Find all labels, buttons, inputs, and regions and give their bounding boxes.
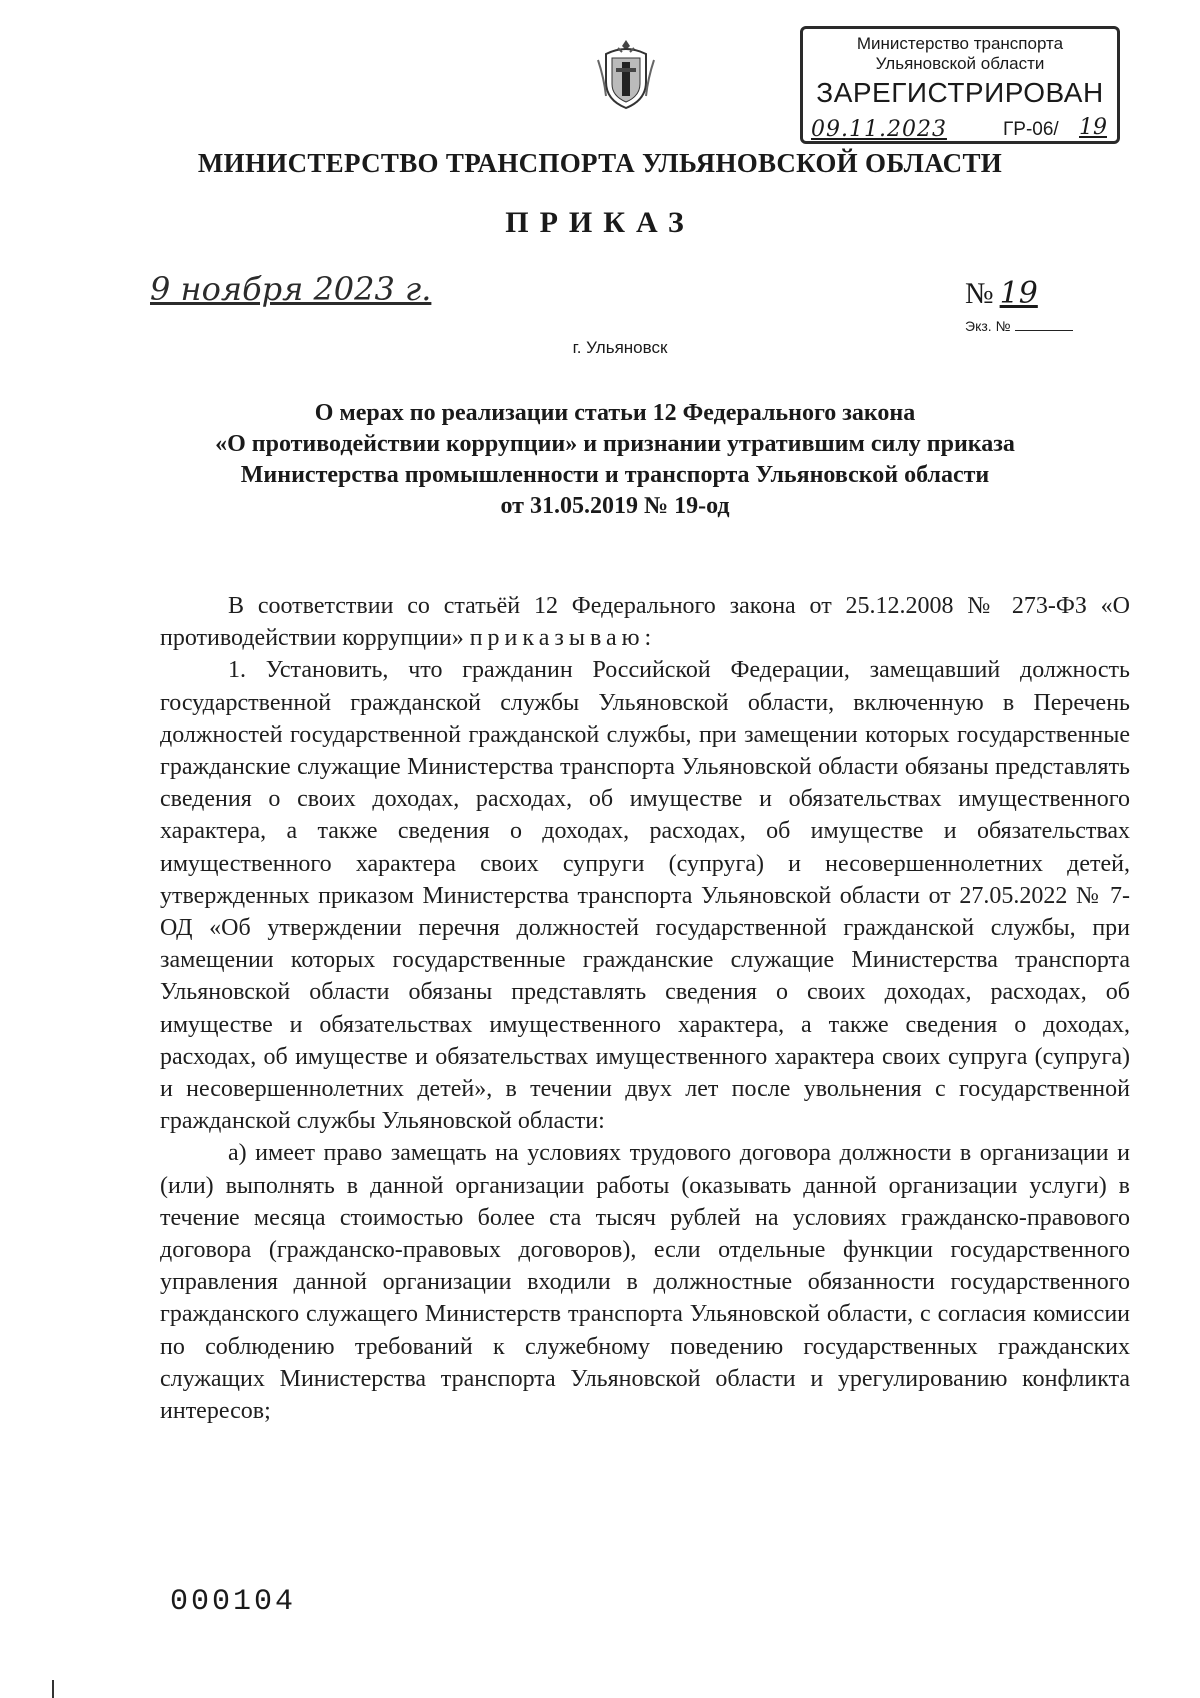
copy-number-label: Экз. № — [965, 318, 1011, 334]
stamp-ministry-line: Министерство транспорта — [856, 34, 1064, 53]
intro-text: В соответствии со статьёй 12 Федерального закона от 25.12.2008 № 273-ФЗ «О противодействии коррупции» — [160, 593, 1130, 652]
order-number-label: № — [965, 277, 994, 310]
copy-number — [965, 318, 1073, 334]
order-title-line: от 31.05.2019 № 19-од — [500, 493, 730, 519]
stamp-registration-row — [803, 117, 1117, 141]
stamp-status: ЗАРЕГИСТРИРОВАН — [816, 77, 1104, 108]
order-word: приказываю: — [469, 625, 657, 652]
document-type: ПРИКАЗ — [505, 206, 695, 239]
coat-of-arms-icon — [596, 38, 656, 110]
registration-stamp — [800, 26, 1120, 144]
copy-number-blank — [1015, 330, 1073, 331]
order-title-line: О мерах по реализации статьи 12 Федерального закона — [314, 400, 916, 426]
stamp-number-handwritten: 19 — [1079, 115, 1107, 140]
order-number — [965, 276, 1038, 311]
order-date-handwritten: 9 ноября 2023 г. — [150, 270, 432, 308]
margin-mark — [52, 1680, 54, 1698]
order-title — [140, 398, 1090, 522]
stamp-code: ГР-06/ — [1003, 119, 1059, 140]
order-title-line: «О противодействии коррупции» и признании утратившим силу приказа — [215, 431, 1015, 457]
order-number-handwritten: 19 — [999, 276, 1038, 311]
city: г. Ульяновск — [572, 338, 668, 357]
document-serial-number: 000104 — [170, 1585, 297, 1619]
stamp-region-line: Ульяновской области — [875, 54, 1045, 73]
stamp-date-handwritten: 09.11.2023 — [811, 117, 947, 142]
order-title-line: Министерства промышленности и транспорта Ульяновской области — [240, 462, 990, 488]
ministry-title: МИНИСТЕРСТВО ТРАНСПОРТА УЛЬЯНОВСКОЙ ОБЛАСТИ — [197, 148, 1003, 178]
intro-paragraph — [160, 590, 1130, 654]
clause-1a: а) имеет право замещать на условиях трудового договора должности в организации и (или) выполнять в данной организации работы (оказывать данной организации услуги) в течение месяца стоимостью более ста тысяч рублей на условиях гражданско-правового договора (гражданско-правовых договоров), если отдельные функции государственного управления данной организации входили в должностные обязанности государственного гражданского служащего Министерств транспорта Ульяновской области, с согласия комиссии по соблюдению требований к служебному поведению государственных гражданских служащих Министерства транспорта Ульяновской области и урегулированию конфликта интересов; — [160, 1140, 1130, 1425]
order-body — [160, 590, 1130, 1427]
clause-1: 1. Установить, что гражданин Российской Федерации, замещавший должность государственной гражданской службы Ульяновской области, включенную в Перечень должностей государственной гражданской службы, при замещении которых государственные гражданские служащие Министерства транспорта Ульяновской области обязаны представлять сведения о своих доходах, расходах, об имуществе и обязательствах имущественного характера, а также сведения о доходах, расходах, об имуществе и обязательствах имущественного характера своих супруги (супруга) и несовершеннолетних детей, утвержденных приказом Министерства транспорта Ульяновской области от 27.05.2022 № 7-ОД «Об утверждении перечня должностей государственной гражданской службы, при замещении которых государственные гражданские служащие Министерства транспорта Ульяновской области обязаны представлять сведения о своих доходах, расходах, об имуществе и обязательствах имущественного характера, а также сведения о доходах, расходах, об имуществе и обязательствах имущественного характера своих супруга (супруга) и несовершеннолетних детей», в течении двух лет после увольнения с государственной гражданской службы Ульяновской области: — [160, 657, 1130, 1135]
